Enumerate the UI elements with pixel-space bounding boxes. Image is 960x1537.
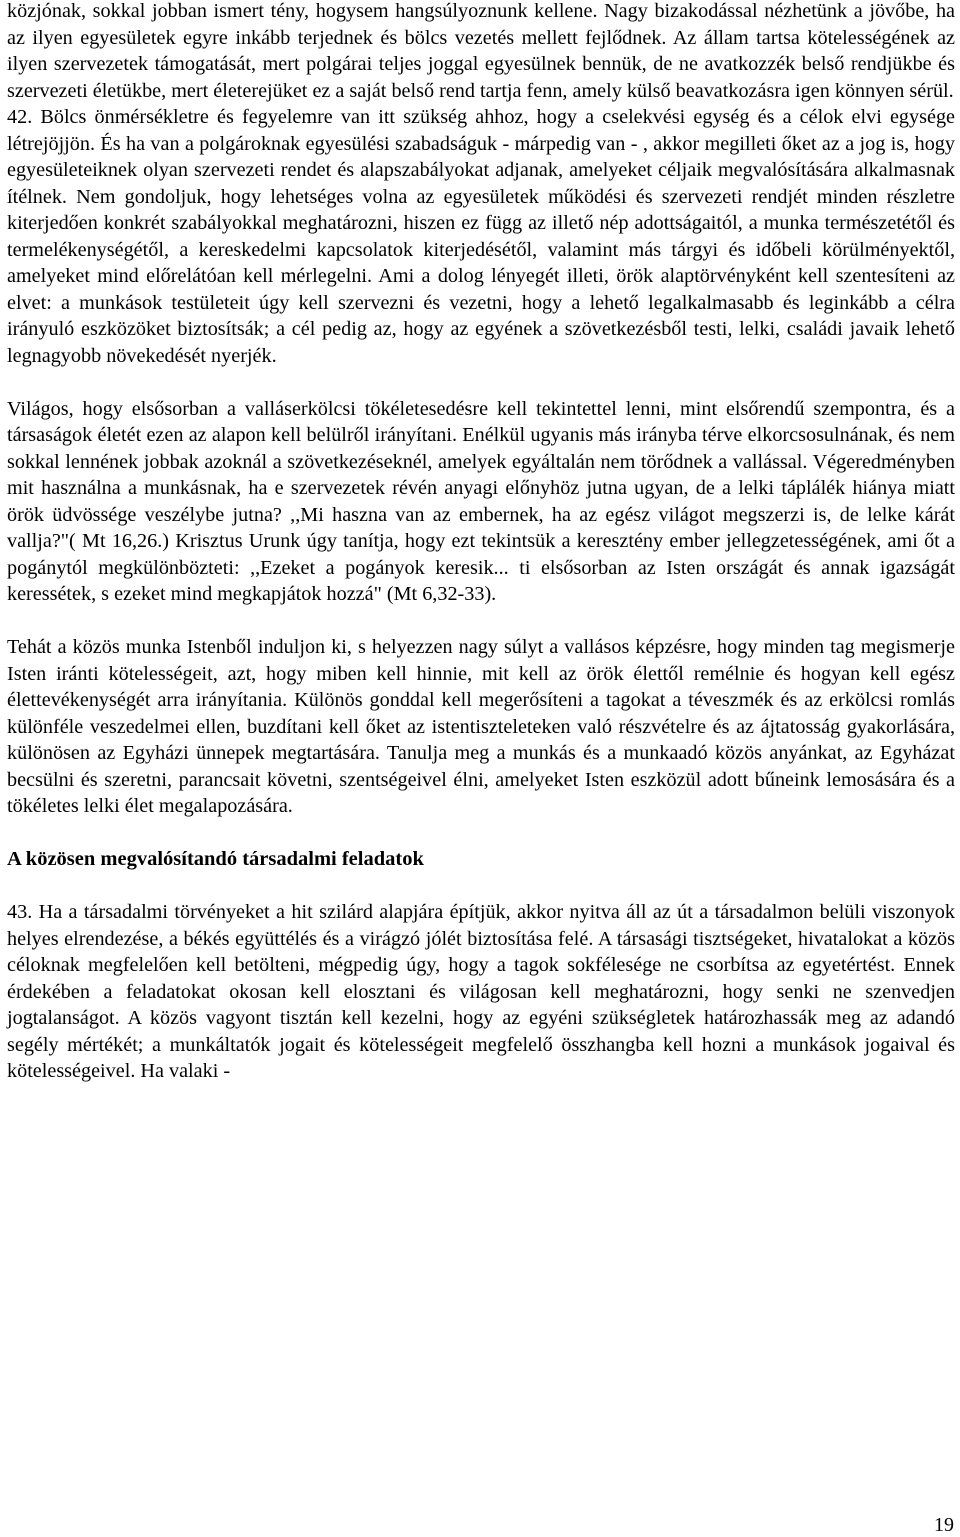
paragraph-intro: közjónak, sokkal jobban ismert tény, hogysem hangsúlyoznunk kellene. Nagy bizakodással nézhetünk a jövőbe, ha az ilyen egyesületek egyre inkább terjednek és bölcs vezetés mellett fejlődnek. Az állam tartsa kötelességének az ilyen szervezetek támogatását, mert polgárai teljes joggal egyesülnek bennük, de ne avatkozzék belső rendjükbe és szervezeti életükbe, mert életerejüket ez a saját belső rend tartja fenn, amely külső beavatkozásra igen könnyen sérül. — [7, 0, 955, 102]
paragraph-spacer — [7, 608, 955, 635]
document-page — [7, 0, 955, 1085]
page-number: 19 — [934, 1514, 954, 1536]
paragraph-43: 43. Ha a társadalmi törvényeket a hit szilárd alapjára építjük, akkor nyitva áll az út a társadalmon belüli viszonyok helyes elrendezése, a békés együttélés és a virágzó jólét biztosítása felé. A társasági tisztségeket, hivatalokat a közös céloknak megfelelően kell betölteni, mégpedig úgy, hogy a tagok sokfélesége ne csorbítsa az egyetértést. Ennek érdekében a feladatokat okosan kell elosztani és világosan kell meghatározni, hogy senki ne szenvedjen jogtalanságot. A közös vagyont tisztán kell kezelni, hogy az egyéni szükségletek határozhassák meg az adandó segély mértékét; a munkáltatók jogait és kötelességeit megfelelő összhangba kell hozni a munkások jogaival és kötelességeivel. Ha valaki - — [7, 901, 955, 1082]
paragraph-42: 42. Bölcs önmérsékletre és fegyelemre van itt szükség ahhoz, hogy a cselekvési egység és a célok elvi egysége létrejöjjön. És ha van a polgároknak egyesülési szabadságuk - márpedig van - , akkor megilleti őket az a jog is, hogy egyesületeiknek olyan szervezeti rendet és alapszabályokat adjanak, amelyeket céljaik megvalósítására alkalmasnak ítélnek. Nem gondoljuk, hogy lehetséges volna az egyesületek működési és szervezeti rendjét minden részletre kiterjedően konkrét szabályokkal meghatározni, hiszen ez függ az illető nép adottságaitól, a munka természetétől és termelékenységétől, a kereskedelmi kapcsolatok kiterjedésétől, valamint más tárgyi és időbeli körülményektől, amelyeket mind előrelátóan kell mérlegelni. Ami a dolog lényegét illeti, örök alaptörvényként kell szentesíteni az elvet: a munkások testületeit úgy kell szervezni és vezetni, hogy a lehető legalkalmasabb és leginkább a célra irányuló eszközöket biztosítsák; a cél pedig az, hogy az egyének a szövetkezésből testi, lelki, családi javaik lehető legnagyobb növekedését nyerjék. — [7, 106, 955, 367]
section-heading: A közösen megvalósítandó társadalmi feladatok — [7, 848, 424, 870]
paragraph-common-work: Tehát a közös munka Istenből induljon ki, s helyezzen nagy súlyt a vallásos képzésre, hogy minden tag megismerje Isten iránti kötelességeit, azt, hogy miben kell hinnie, mit kell az örök élettől remélnie és hogyan kell egész élettevékenységét arra irányítania. Különös gonddal kell megerősíteni a tagokat a téveszmék és az erkölcsi romlás különféle veszedelmei ellen, buzdítani kell őket az istentiszteleteken való részvételre és az ájtatosság gyakorlására, különösen az Egyházi ünnepek megtartására. Tanulja meg a munkás és a munkaadó közös anyánkat, az Egyházat becsülni és szeretni, parancsait követni, szentségeivel élni, amelyeket Isten eszközül adott bűneink lemosására és a tökéletes lelki élet megalapozására. — [7, 636, 955, 817]
paragraph-spacer — [7, 820, 955, 847]
paragraph-religious-perfection: Világos, hogy elsősorban a valláserkölcsi tökéletesedésre kell tekintettel lenni, mint elsőrendű szempontra, és a társaságok életét ezen az alapon kell belülről irányítani. Enélkül ugyanis más irányba térve elkorcsosulnának, és nem sokkal lennének jobbak azoknál a szövetkezéseknél, amelyek egyáltalán nem törődnek a vallással. Végeredményben mit használna a munkásnak, ha e szervezetek révén anyagi előnyhöz jutna ugyan, de a lelki táplálék hiánya miatt örök üdvössége veszélybe jutna? ,,Mi haszna van az embernek, ha az egész világot megszerzi is, de lelke kárát vallja?"( Mt 16,26.) Krisztus Urunk úgy tanítja, hogy ezt tekintsük a keresztény ember jellegzetességének, ami őt a pogánytól megkülönbözteti: ,,Ezeket a pogányok keresik... ti elsősorban az Isten országát és annak igazságát keressétek, s ezeket mind megkapjátok hozzá" (Mt 6,32-33). — [7, 397, 955, 605]
paragraph-spacer — [7, 873, 955, 900]
paragraph-spacer — [7, 369, 955, 396]
